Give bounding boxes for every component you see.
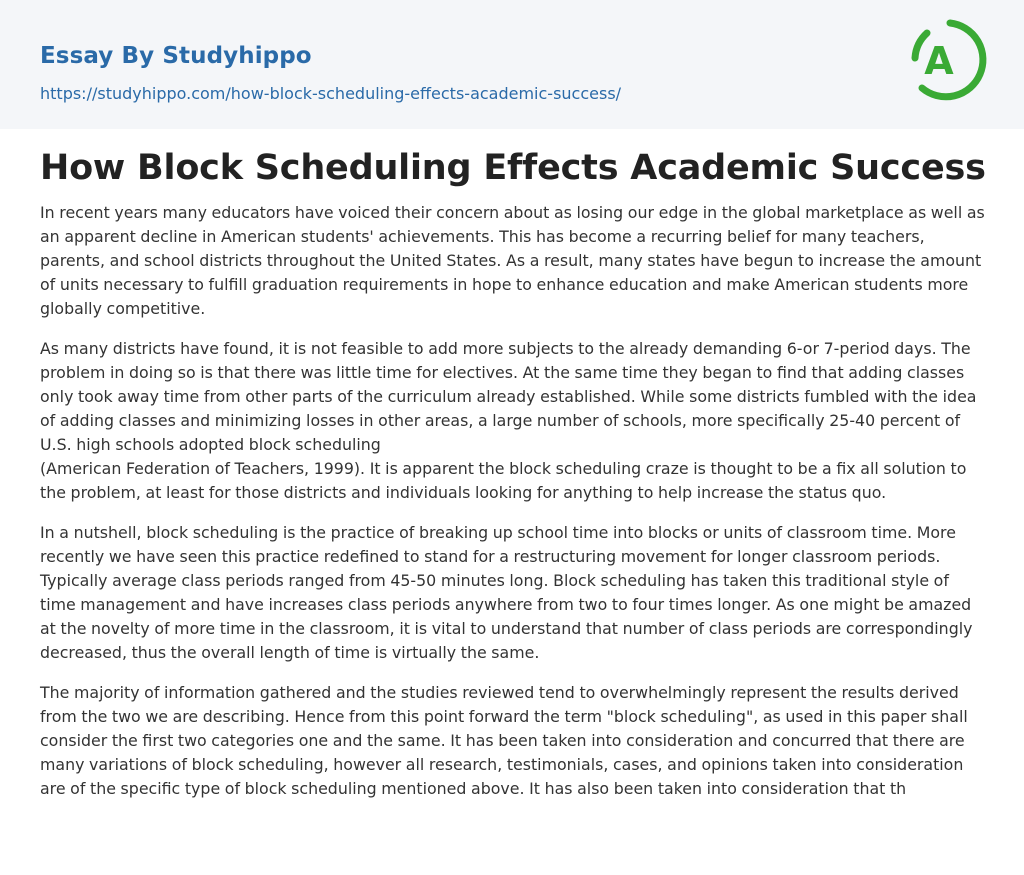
article-paragraph-4: The majority of information gathered and the studies reviewed tend to overwhelmingly represent the results derived from the two we are describing. Hence from this point forward the term "block scheduling", as used in this paper shall consider the first two categories one and the same. It has been taken into consideration and concurred that there are many variations of block scheduling, however all research, testimonials, cases, and opinions taken into consideration are of the specific type of block scheduling mentioned above. It has also been taken into consideration that th [40, 683, 968, 798]
logo-letter: A [924, 39, 954, 83]
article-content [40, 142, 986, 817]
studyhippo-logo-icon[interactable] [910, 18, 990, 108]
article-paragraph-1: In recent years many educators have voiced their concern about as losing our edge in the global marketplace as well as an apparent decline in American students' achievements. This has become a recurring belief for many teachers, parents, and school districts throughout the United States. As a result, many states have begun to increase the amount of units necessary to fulfill graduation requirements in hope to enhance education and make American students more globally competitive. [40, 203, 985, 318]
article-url-link[interactable]: https://studyhippo.com/how-block-scheduling-effects-academic-success/ [40, 84, 622, 103]
article-paragraph-2: As many districts have found, it is not feasible to add more subjects to the already demanding 6-or 7-period days. The problem in doing so is that there was little time for electives. At the same time they began to find that adding classes only took away time from other parts of the curriculum already established. While some districts fumbled with the idea of adding classes and minimizing losses in other areas, a large number of schools, more specifically 25-40 percent of U.S. high schools adopted block scheduling (American Federation of Teachers, 1999). It is apparent the block scheduling craze is thought to be a fix all solution to the problem, at least for those districts and individuals looking for anything to help increase the status quo. [40, 339, 977, 502]
article-paragraph-3: In a nutshell, block scheduling is the practice of breaking up school time into blocks or units of classroom time. More recently we have seen this practice redefined to stand for a restructuring movement for longer classroom periods. Typically average class periods ranged from 45-50 minutes long. Block scheduling has taken this traditional style of time management and have increases class periods anywhere from two to four times longer. As one might be amazed at the novelty of more time in the classroom, it is vital to understand that number of class periods are correspondingly decreased, thus the overall length of time is virtually the same. [40, 523, 973, 662]
site-header [0, 0, 1024, 129]
article-title: How Block Scheduling Effects Academic Success [40, 148, 986, 188]
site-brand[interactable]: Essay By Studyhippo [40, 43, 312, 69]
